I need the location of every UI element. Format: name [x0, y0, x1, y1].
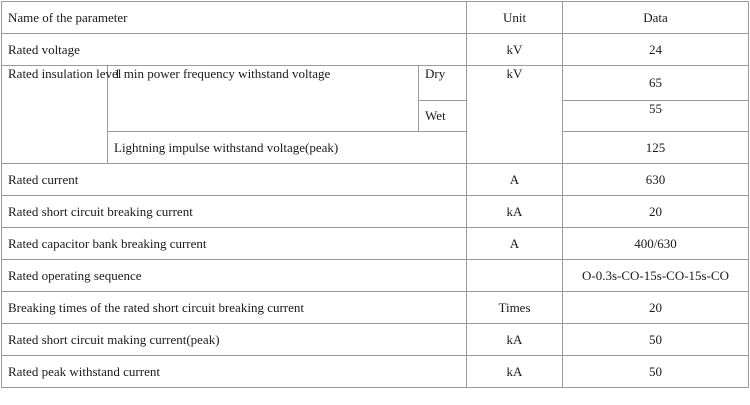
row-value: 20	[563, 292, 749, 324]
table-row	[2, 66, 749, 101]
row-value: 50	[563, 356, 749, 388]
table-header-row	[2, 2, 749, 34]
row-unit	[467, 260, 563, 292]
row-value: 50	[563, 324, 749, 356]
row-value: 400/630	[563, 228, 749, 260]
rated-voltage-name: Rated voltage	[2, 34, 467, 66]
table-row	[2, 356, 749, 388]
insulation-unit: kV	[467, 66, 563, 164]
row-name: Rated short circuit breaking current	[2, 196, 467, 228]
rated-voltage-unit: kV	[467, 34, 563, 66]
table-row	[2, 34, 749, 66]
lightning-impulse-label: Lightning impulse withstand voltage(peak)	[108, 132, 467, 164]
row-name: Rated capacitor bank breaking current	[2, 228, 467, 260]
row-name: Rated operating sequence	[2, 260, 467, 292]
row-name: Rated short circuit making current(peak)	[2, 324, 467, 356]
rated-voltage-value: 24	[563, 34, 749, 66]
spec-table	[1, 1, 749, 388]
row-unit: A	[467, 164, 563, 196]
table-row	[2, 260, 749, 292]
wet-label: Wet	[419, 101, 467, 132]
row-name: Breaking times of the rated short circuit breaking current	[2, 292, 467, 324]
header-data-cell: Data	[563, 2, 749, 34]
insulation-level-label	[2, 66, 122, 164]
row-unit: kA	[467, 324, 563, 356]
lightning-impulse-value: 125	[563, 132, 749, 164]
row-name: Rated current	[2, 164, 467, 196]
header-unit-cell: Unit	[467, 2, 563, 34]
row-value: O-0.3s-CO-15s-CO-15s-CO	[563, 260, 749, 292]
table-row	[2, 292, 749, 324]
row-value: 20	[563, 196, 749, 228]
row-unit: Times	[467, 292, 563, 324]
table-row	[2, 228, 749, 260]
row-unit: A	[467, 228, 563, 260]
table-row	[2, 132, 749, 164]
header-name-cell: Name of the parameter	[2, 2, 467, 34]
row-value: 630	[563, 164, 749, 196]
insulation-level-text: Rated insulation level	[8, 66, 122, 81]
dry-value: 65	[563, 66, 749, 101]
row-unit: kA	[467, 356, 563, 388]
row-unit: kA	[467, 196, 563, 228]
row-name: Rated peak withstand current	[2, 356, 467, 388]
wet-value: 55	[563, 101, 749, 132]
table-row	[2, 164, 749, 196]
table-row	[2, 324, 749, 356]
power-frequency-label: 1 min power frequency withstand voltage	[108, 66, 419, 132]
dry-label: Dry	[419, 66, 467, 101]
table-row	[2, 196, 749, 228]
